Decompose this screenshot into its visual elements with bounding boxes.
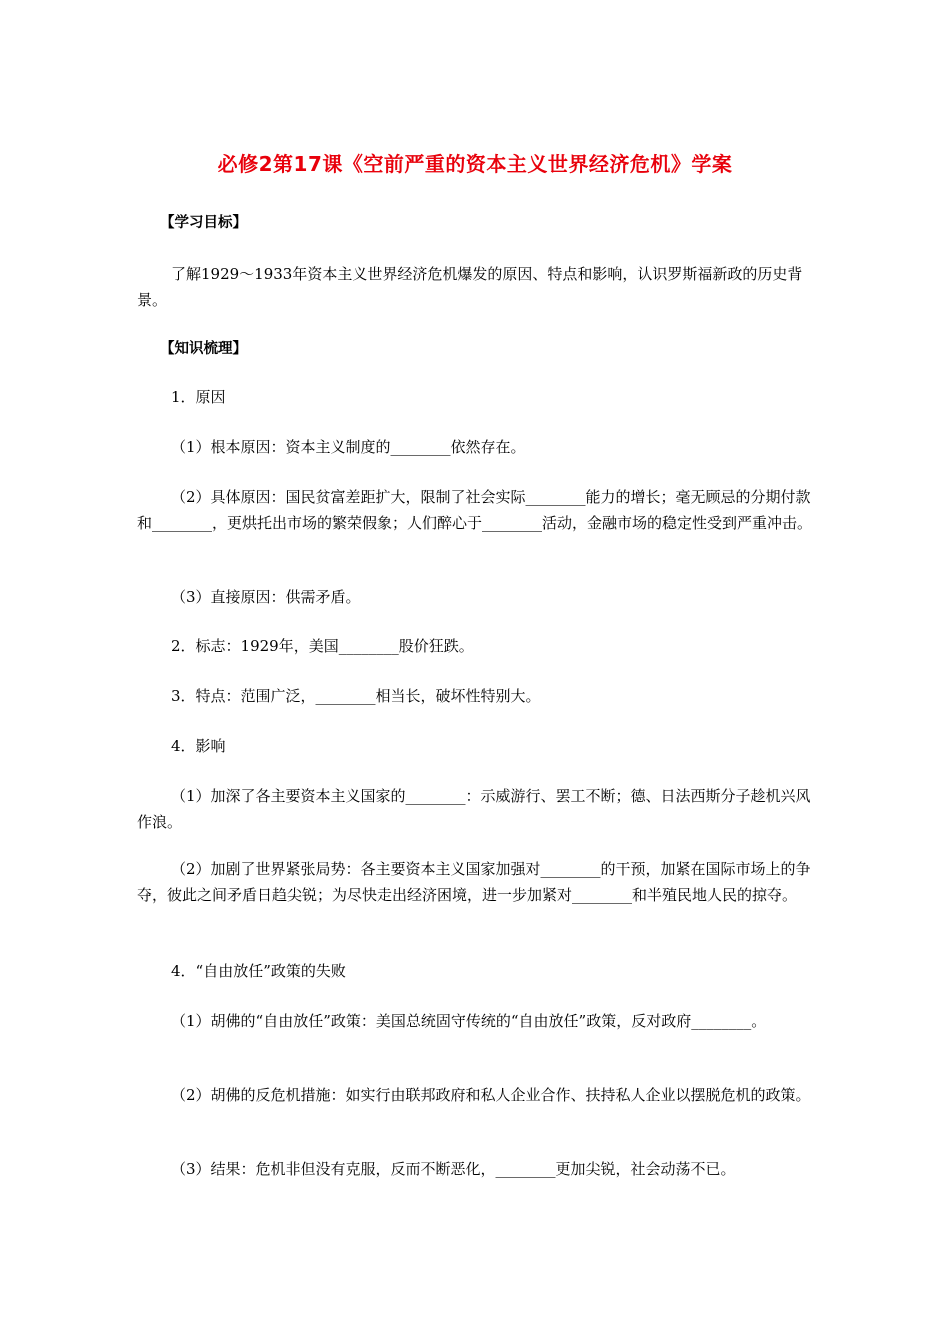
cause-direct: （3）直接原因：供需矛盾。: [171, 588, 361, 606]
goals-heading: 【学习目标】: [160, 215, 247, 231]
goals-paragraph: 了解1929～1933年资本主义世界经济危机爆发的原因、特点和影响，认识罗斯福新政的历史背景。: [137, 265, 803, 309]
section-marker: 2．标志：1929年，美国________股价狂跌。: [171, 637, 474, 655]
cause-root: （1）根本原因：资本主义制度的________依然存在。: [171, 438, 526, 456]
section-features: 3．特点：范围广泛，________相当长，破坏性特别大。: [171, 687, 541, 705]
impact-2: （2）加剧了世界紧张局势：各主要资本主义国家加强对________的干预，加紧在国际市场上的争夺，彼此之间矛盾日趋尖锐；为尽快走出经济困境，进一步加紧对________和半殖民地人民的掠夺。: [137, 860, 811, 904]
cause-specific: （2）具体原因：国民贫富差距扩大，限制了社会实际________能力的增长；毫无顾忌的分期付款和________，更烘托出市场的繁荣假象；人们醉心于________活动，金融市场的稳定性受到严重冲击。: [137, 488, 813, 532]
section-causes: 1．原因: [171, 388, 226, 406]
hoover-measures: （2）胡佛的反危机措施：如实行由联邦政府和私人企业合作、扶持私人企业以摆脱危机的政策。: [171, 1086, 811, 1104]
section-impact: 4．影响: [171, 737, 226, 755]
impact-1: （1）加深了各主要资本主义国家的________：示威游行、罢工不断；德、日法西斯分子趁机兴风作浪。: [137, 787, 811, 831]
section-laissez-faire: 4．“自由放任”政策的失败: [171, 962, 346, 980]
result: （3）结果：危机非但没有克服，反而不断恶化，________更加尖锐，社会动荡不已。: [171, 1160, 736, 1178]
hoover-policy: （1）胡佛的“自由放任”政策：美国总统固守传统的“自由放任”政策，反对政府________。: [171, 1012, 767, 1030]
page-title: 必修2第17课《空前严重的资本主义世界经济危机》学案: [217, 152, 733, 176]
knowledge-heading: 【知识梳理】: [160, 341, 247, 357]
